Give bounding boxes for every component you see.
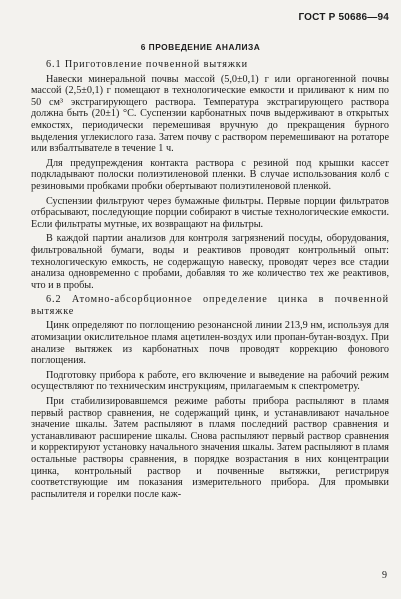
- paragraph: В каждой партии анализов для контроля загрязнений посуды, оборудования, фильтровальной бумаги, воды и реактивов проводят контрольный опыт: технологическую емкость, не содержащую навеску, проводят через все стадии анализа одновременно с пробами, добавляя то же количество тех же реактивов, что и в пробы.: [31, 233, 389, 291]
- paragraph: Навески минеральной почвы массой (5,0±0,1) г или органогенной почвы массой (2,5±0,1) г помещают в технологические емкости и приливают к ним по 50 см³ экстрагирующего раствора. Температура экстрагирующего раствора должна быть (20±1) °С. Суспензии карбонатных почв выдерживают в открытых емкостях, периодически перемешивая вручную до прекращения бурного выделения углекислого газа. Затем почву с раствором перемешивают на ротаторе или взбалтывателе в течение 1 ч.: [31, 73, 389, 155]
- paragraph: Цинк определяют по поглощению резонансной линии 213,9 нм, используя для атомизации окислительное пламя ацетилен-воздух или пропан-бутан-воздух. При анализе вытяжек из карбонатных почв проводят коррекцию фонового поглощения.: [31, 320, 389, 367]
- page-number: 9: [382, 570, 387, 581]
- paragraph: Суспензии фильтруют через бумажные фильтры. Первые порции фильтратов отбрасывают, последующие порции собирают в чистые технологические емкости. Если фильтраты мутные, их возвращают на фильтры.: [31, 195, 389, 230]
- paragraph: Для предупреждения контакта раствора с резиной под крышки кассет подкладывают полоски полиэтиленовой пленки. В случае использования колб с резиновыми пробками пробки обертывают полиэтиленовой пленкой.: [31, 157, 389, 192]
- subsection-heading-6-2: 6.2 Атомно-абсорбционное определение цинка в почвенной вытяжке: [31, 294, 389, 317]
- body-text: [31, 59, 389, 503]
- paragraph: Подготовку прибора к работе, его включение и выведение на рабочий режим осуществляют по техническим инструкциям, прилагаемым к спектрометру.: [31, 369, 389, 393]
- subsection-heading-6-1: 6.1 Приготовление почвенной вытяжки: [46, 59, 249, 70]
- paragraph: При стабилизировавшемся режиме работы прибора распыляют в пламя первый раствор сравнения, не содержащий цинк, и устанавливают начальное значение шкалы. Затем распыляют в пламя последний раствор сравнения и устанавливают расширение шкалы. Снова распыляют первый раствор сравнения и корректируют установку начального значения шкалы. Затем распыляют в пламя остальные растворы сравнения, в порядке возрастания в них концентрации цинка, контрольный раствор и почвенные вытяжки, регистрируя соответствующие им показания измерительного прибора. Для промывки распылителя и горелки после каж-: [31, 396, 389, 500]
- standard-number: ГОСТ Р 50686—94: [298, 12, 389, 23]
- section-title: 6 ПРОВЕДЕНИЕ АНАЛИЗА: [140, 42, 261, 52]
